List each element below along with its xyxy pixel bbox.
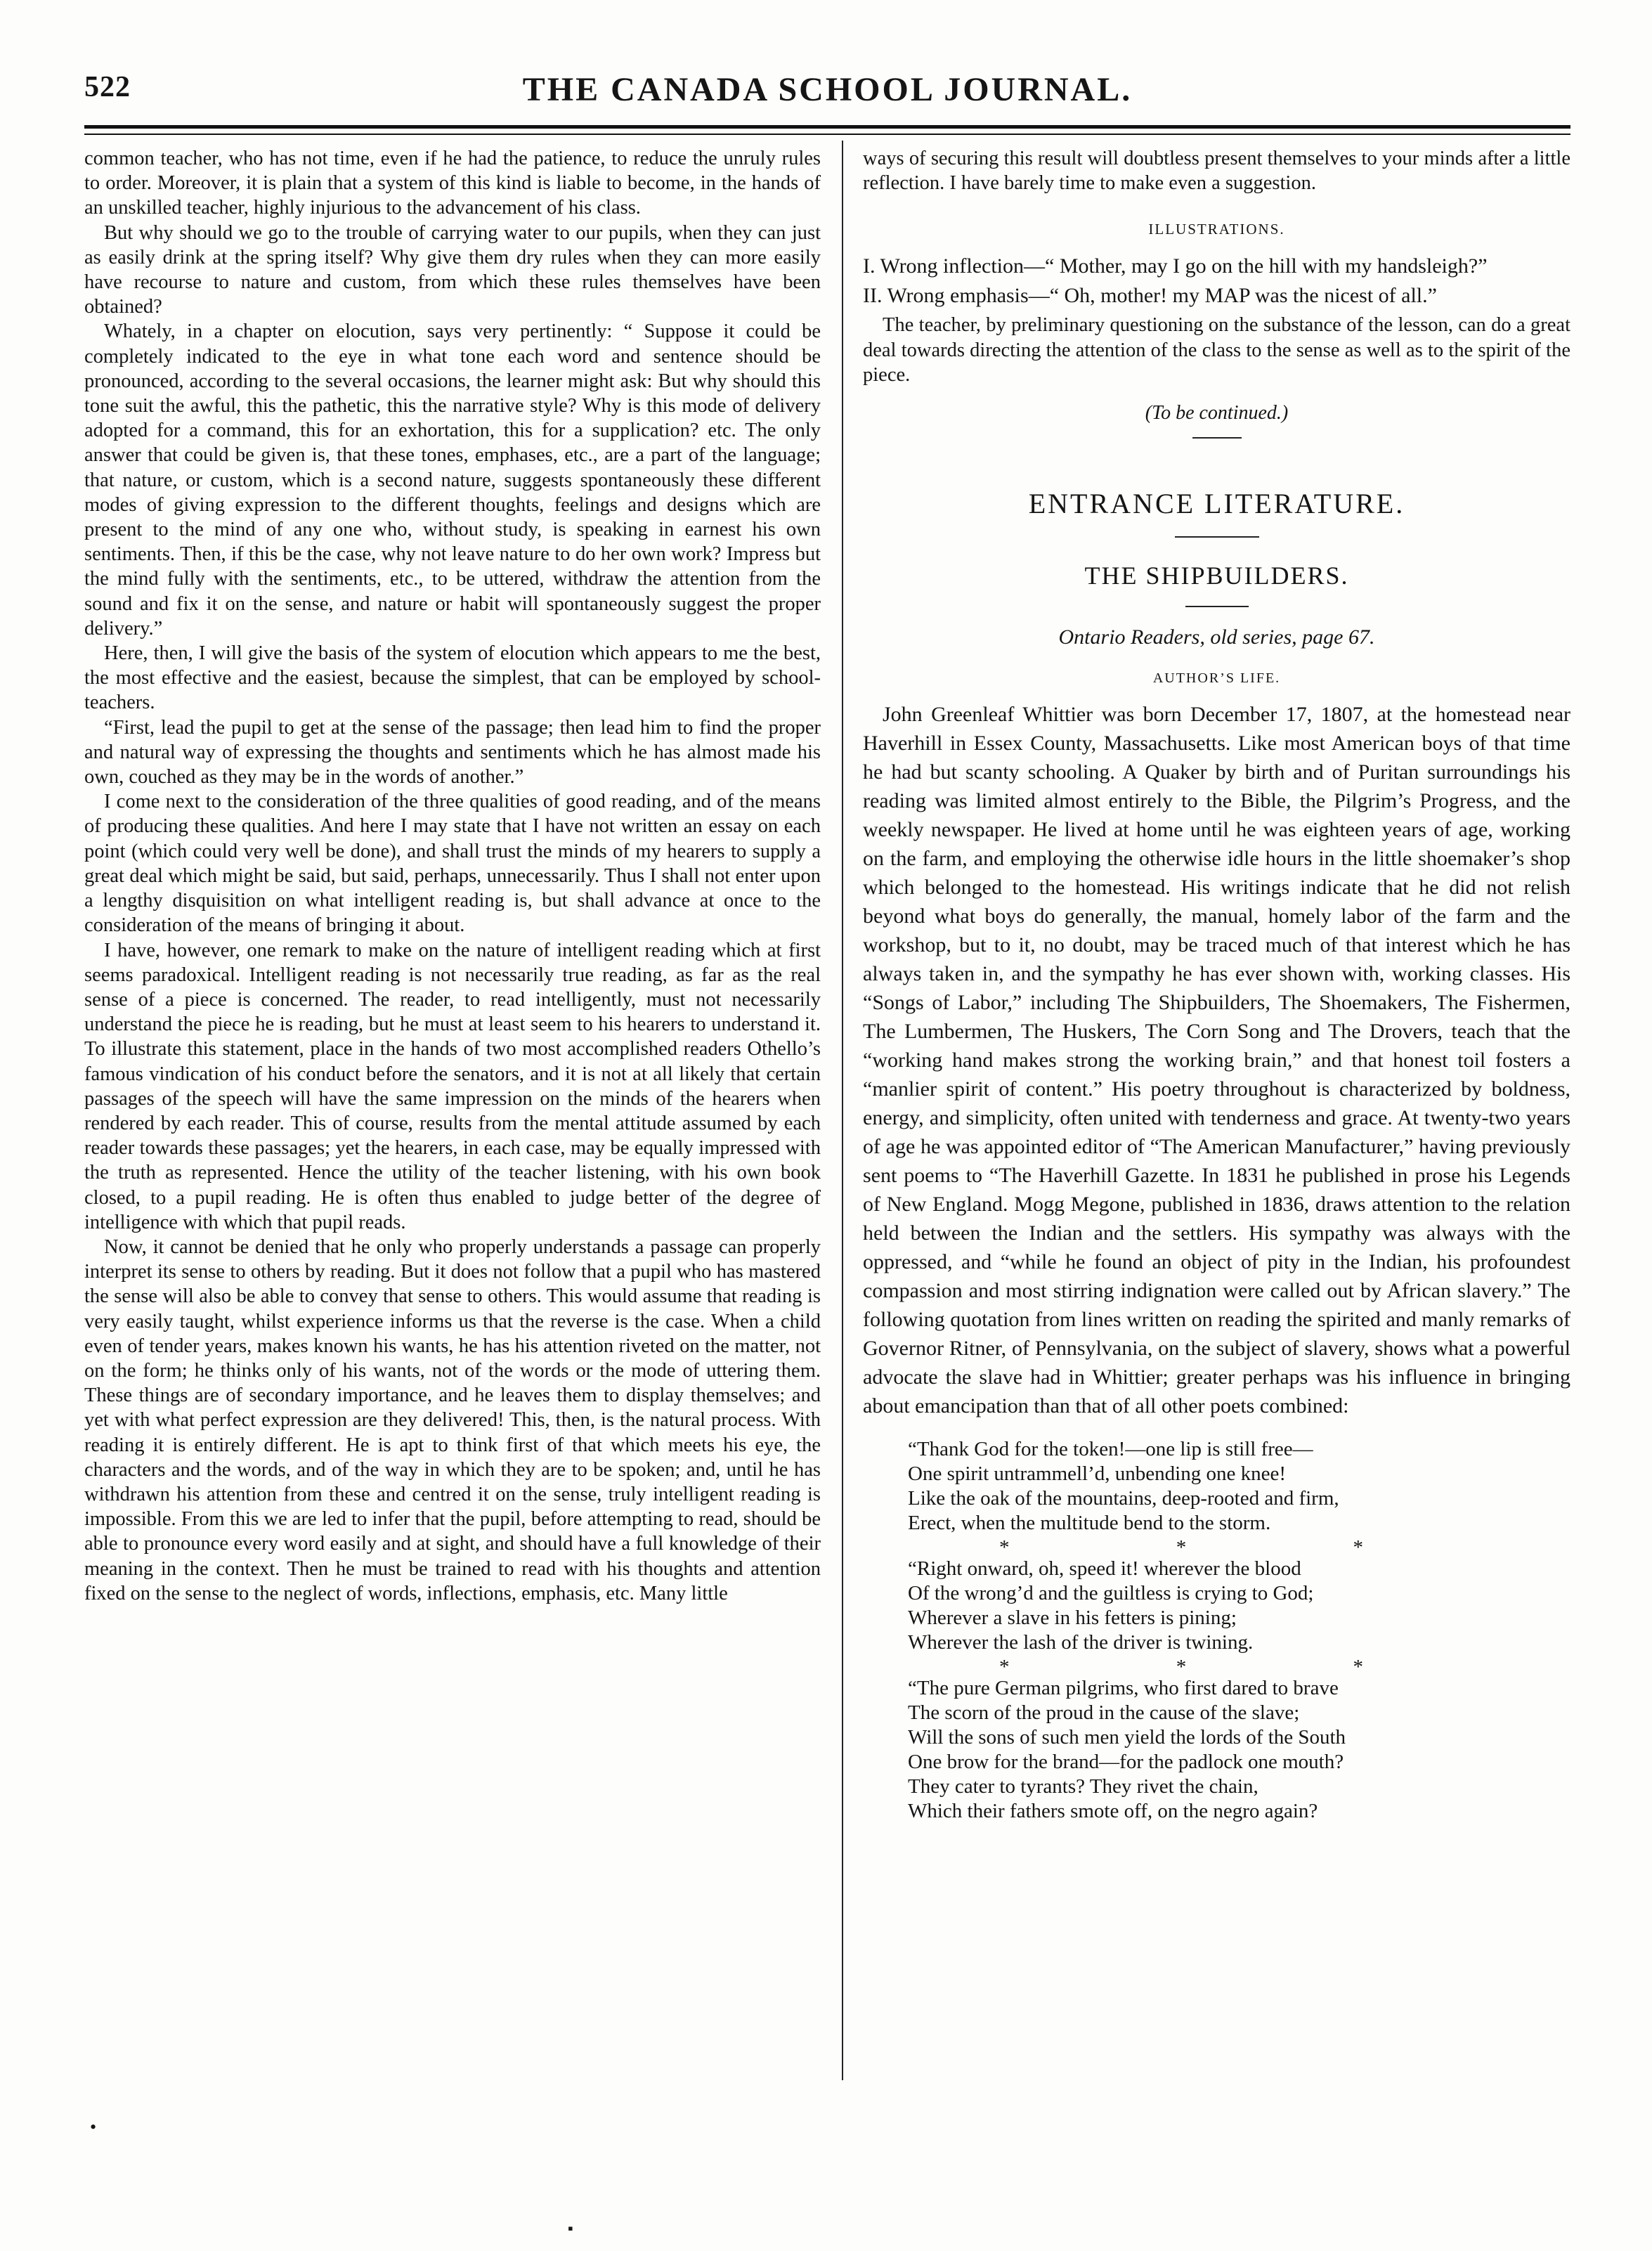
body-paragraph: But why should we go to the trouble of carrying water to our pupils, when they can just as easily drink at the spring itself? Why give them dry rules when they can more easily have recourse to nature and custom, from which these rules themselves have been obtained? [84, 221, 821, 318]
biography-paragraph: John Greenleaf Whittier was born December 17, 1807, at the homestead near Haverhill in Essex County, Massachusetts. Like most American boys of that time he had but scanty schooling. A Quaker by birth and of Puritan surroundings his reading was limited almost entirely to the Bible, the Pilgrim’s Progress, and the weekly newspaper. He lived at home until he was eighteen years of age, working on the farm, and employing the otherwise idle hours in the little shoemaker’s shop which belonged to the homestead. His writings indicate that he did not relish beyond what boys do generally, the manual, homely labor of the farm and the workshop, but to it, no doubt, may be traced much of that interest which he has always taken in, and the sympathy he has ever shown with, working classes. His “Songs of Labor,” including The Shipbuilders, The Shoemakers, The Fishermen, The Lumbermen, The Huskers, The Corn Song and The Drovers, teach that the “working hand makes strong the working brain,” and that honest toil fosters a “manlier spirit of content.” His poetry throughout is characterized by boldness, energy, and simplicity, often united with tenderness and grace. At twenty-two years of age he was appointed editor of “The American Manufacturer,” having previously sent poems to “The Haverhill Gazette. In 1831 he published in prose his Legends of New England. Mogg Megone, published in 1836, draws attention to the relation held between the Indian and the settlers. His sympathy was always with the oppressed, and “while he found an object of pity in the Indian, his profoundest compassion and most stirring indignation were called out by African slavery.” The following quotation from lines written on reading the spirited and manly remarks of Governor Ritner, of Pennsylvania, on the subject of slavery, shows what a powerful advocate the slave had in Whittier; greater perhaps was his influence in bringing about emancipation than that of all other poets combined: [863, 703, 1570, 1418]
to-be-continued: (To be continued.) [1145, 402, 1289, 424]
illustration-item: II. Wrong emphasis—“ Oh, mother! my MAP was the nicest of all.” [863, 284, 1437, 308]
page-header [84, 70, 1570, 127]
body-paragraph: Here, then, I will give the basis of the system of elocution which appears to me the best, the most effective and the easiest, because the simplest, that can be employed by school-teachers. [84, 642, 821, 714]
continuation-paragraph: ways of securing this result will doubtless present themselves to your minds after a little reflection. I have barely time to make even a suggestion. [863, 148, 1570, 195]
poem-line: “Right onward, oh, speed it! wherever the blood [908, 1557, 1301, 1581]
poem-line: “Thank God for the token!—one lip is still free— [908, 1438, 1313, 1461]
poem-line: One spirit untrammell’d, unbending one knee! [908, 1462, 1286, 1486]
right-column [863, 146, 1570, 1827]
poem-line: Will the sons of such men yield the lords of the South [908, 1726, 1346, 1749]
body-paragraph: I come next to the consideration of the three qualities of good reading, and of the means of producing these qualities. And here I may state that I have not written an essay on each point (which could very well be done), and shall trust the minds of my hearers to supply a great deal which might be said, but said, perhaps, unnecessarily. Thus I shall not enter upon a lengthy disquisition on what intelligent reading is, but shall advance at once to the consideration of the means of bringing it about. [84, 791, 821, 937]
poem-quotation [908, 1437, 1570, 1824]
stanza-break-stars: * * * [999, 1656, 1363, 1679]
poem-line: One brow for the brand—for the padlock one mouth? [908, 1751, 1344, 1774]
poem-line: “The pure German pilgrims, who first dared to brave [908, 1677, 1339, 1700]
separator-dash [1175, 536, 1259, 538]
poem-line: Like the oak of the mountains, deep-rooted and firm, [908, 1487, 1339, 1510]
print-speck: ▪ [568, 2219, 573, 2237]
stanza-break-stars: * * * [999, 1536, 1363, 1559]
poem-line: Of the wrong’d and the guiltless is crying to God; [908, 1582, 1314, 1605]
journal-title: THE CANADA SCHOOL JOURNAL. [522, 71, 1133, 108]
body-paragraph: Now, it cannot be denied that he only who properly understands a passage can properly interpret its sense to others by reading. But it does not follow that a pupil who has mastered the sense will also be able to convey that sense to others. This would assume that reading is very easily taught, whilst experience informs us that the reverse is the case. When a child even of tender years, makes known his wants, he has his attention riveted on the matter, not on the form; he thinks only of his wants, not of the words or the mode of uttering them. These things are of secondary importance, and he leaves them to display themselves; and yet with what perfect expression are they delivered! This, then, is the natural process. With reading it is entirely different. He is apt to think first of that which meets his eye, the characters and the words, and of the way in which they are to be spoken; and, until he has withdrawn his attention from these and centred it on the sense, truly intelligent reading is impossible. From this we are led to infer that the pupil, before attempting to read, should be able to pronounce every word easily and at sight, and should have a full knowledge of their meaning in the context. Then he must be trained to read with his thoughts and attention fixed on the sense to the neglect of words, inflections, emphasis, etc. Many little [84, 1235, 821, 1604]
teacher-paragraph: The teacher, by preliminary questioning on the substance of the lesson, can do a great deal towards directing the attention of the class to the sense as well as to the spirit of the piece. [863, 314, 1570, 386]
body-paragraph: I have, however, one remark to make on the nature of intelligent reading which at first seems paradoxical. Intelligent reading is not necessarily true reading, as far as the real sense of a piece is concerned. The reader, to read intelligently, must not necessarily understand the piece he is reading, but he must at least seem to his hearers to understand it. To illustrate this statement, place in the hands of two most accomplished readers Othello’s famous vindication of his conduct before the senators, and it is not at all likely that certain passages of the speech will have the same impression on the minds of the hearers when rendered by each reader. This of course, results from the mental attitude assumed by each reader towards these passages; yet the hearers, in each case, may be equally impressed with the truth as represented. Hence the utility of the teacher listening, with his own book closed, to a pupil reading. He is often thus enabled to judge better of the degree of intelligence with which that pupil reads. [84, 939, 821, 1233]
poem-stanza [908, 1557, 1570, 1655]
poem-stanza [908, 1437, 1570, 1536]
body-paragraph: “First, lead the pupil to get at the sense of the passage; then lead him to find the proper and natural way of expressing the thoughts and sentiments which he has almost made his own, couched as they may be in the words of another.” [84, 716, 821, 789]
poem-line: The scorn of the proud in the cause of the slave; [908, 1701, 1300, 1725]
header-rule-thick [84, 125, 1570, 129]
poem-line: Which their fathers smote off, on the negro again? [908, 1800, 1318, 1823]
illustrations-heading: ILLUSTRATIONS. [1148, 221, 1285, 238]
illustration-item: I. Wrong inflection—“ Mother, may I go on the hill with my handsleigh?” [863, 254, 1488, 278]
page-number: 522 [84, 71, 131, 103]
separator-dash [1185, 606, 1249, 607]
poem-line: Wherever a slave in his fetters is pining; [908, 1607, 1237, 1630]
author-life-heading: AUTHOR’S LIFE. [1152, 670, 1281, 687]
poem-line: Erect, when the multitude bend to the storm. [908, 1512, 1271, 1535]
poem-stanza [908, 1676, 1570, 1824]
teacher-block [863, 313, 1570, 387]
reader-reference: Ontario Readers, old series, page 67. [1058, 625, 1375, 649]
poem-line: They cater to tyrants? They rivet the chain, [908, 1775, 1258, 1798]
column-divider [842, 141, 843, 2080]
body-paragraph: common teacher, who has not time, even if he had the patience, to reduce the unruly rules to order. Moreover, it is plain that a system of this kind is liable to become, in the hands of an unskilled teacher, highly injurious to the advancement of his class. [84, 148, 821, 219]
body-paragraph: Whately, in a chapter on elocution, says very pertinently: “ Suppose it could be completely indicated to the eye in what tone each word and sentence should be pronounced, according to the several occasions, the learner might ask: But why should this tone suit the awful, this the pathetic, this the narrative style? Why is this mode of delivery adopted for a command, this for an exhortation, this for a supplication? etc. The only answer that could be given is, that these tones, emphases, etc., are a part of the language; that nature, or custom, which is a second nature, suggests spontaneously these different modes of giving expression to the different thoughts, feelings and designs which are present to the mind of any one who, without study, is speaking in earnest his own sentiments. Then, if this be the case, why not leave nature to do her own work? Impress but the mind fully with the sentiments, etc., to be uttered, withdraw the attention from the sound and fix it on the sense, and nature or habit will spontaneously suggest the proper delivery.” [84, 320, 821, 640]
left-column [84, 146, 821, 1606]
right-top-block [863, 146, 1570, 195]
poem-line: Wherever the lash of the driver is twining. [908, 1631, 1254, 1654]
header-rule-thin [84, 134, 1570, 135]
print-speck: • [90, 2117, 97, 2137]
separator-dash [1192, 437, 1242, 439]
section-title: ENTRANCE LITERATURE. [1028, 488, 1405, 520]
article-subtitle: THE SHIPBUILDERS. [1084, 562, 1349, 590]
